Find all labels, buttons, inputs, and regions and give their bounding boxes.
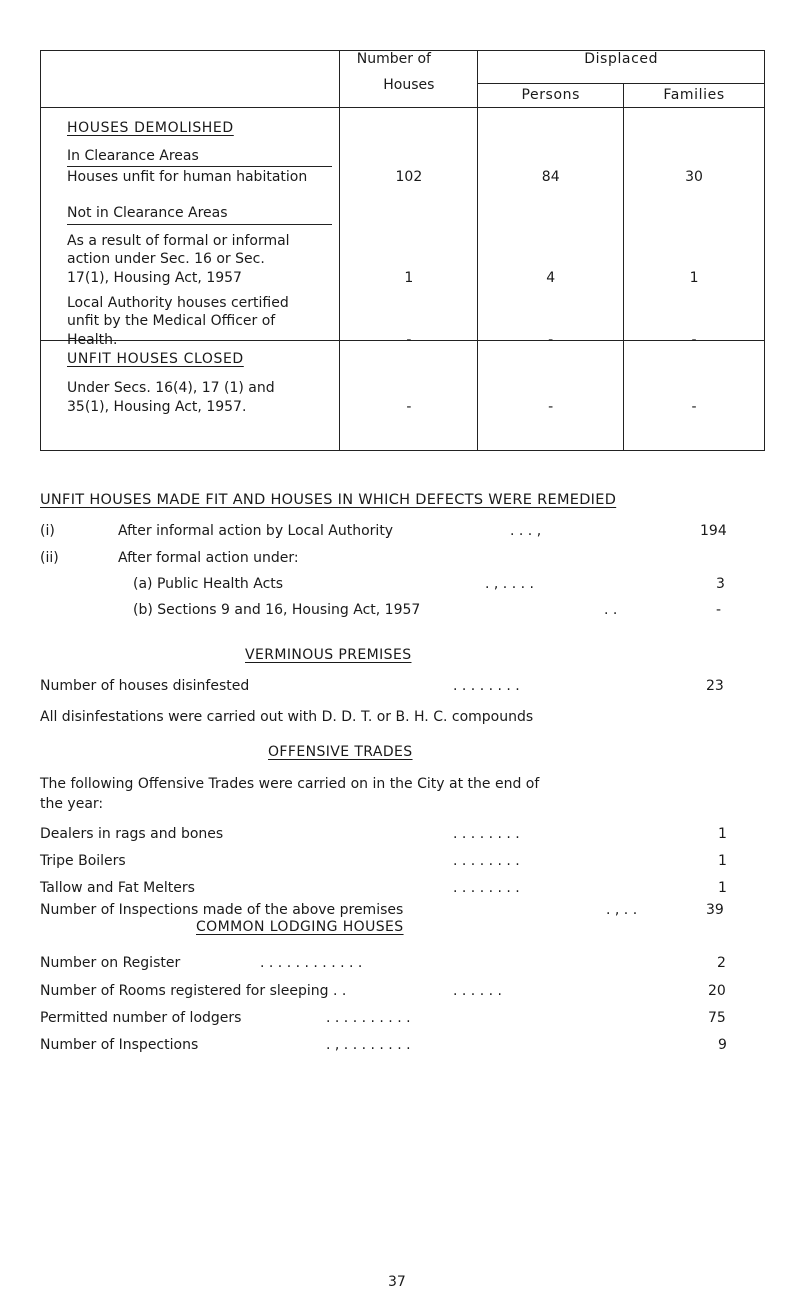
header-houses-line1: Number of [356, 51, 431, 67]
closed-houses-cell [340, 341, 478, 451]
remedied-b-dots: . . [604, 602, 618, 618]
offensive-title: OFFENSIVE TRADES [268, 744, 413, 760]
remedied-a-text: (a) Public Health Acts [133, 576, 284, 592]
header-displaced [478, 51, 765, 84]
header-families [624, 84, 765, 108]
row-la-line3: Health. [67, 332, 118, 348]
remedied-i-text: After informal action by Local Authority [118, 523, 394, 539]
offensive-row-dots: . . . . . . . . [453, 853, 520, 869]
val-la-families: - [691, 332, 697, 348]
offensive-row-dots: . . . . . . . . [453, 880, 520, 896]
offensive-intro-2: the year: [40, 796, 104, 812]
row-formal-line1: As a result of formal or informal [67, 233, 290, 249]
row-closed-line1: Under Secs. 16(4), 17 (1) and [67, 380, 275, 396]
val-unfit-families: 30 [685, 169, 703, 185]
offensive-row-value: 1 [718, 880, 727, 896]
lodging-row-label: Permitted number of lodgers [40, 1010, 242, 1026]
page-number: 37 [388, 1274, 406, 1290]
offensive-row-label: Number of Inspections made of the above premises [40, 902, 404, 918]
remedied-title: UNFIT HOUSES MADE FIT AND HOUSES IN WHICH DEFECTS WERE REMEDIED [40, 492, 617, 508]
table-row-demolished [41, 108, 765, 341]
row-la-line1: Local Authority houses certified [67, 295, 289, 311]
offensive-row-value: 1 [718, 826, 727, 842]
header-persons [478, 84, 624, 108]
remedied-a-dots: . , . . . . [485, 576, 534, 592]
lodging-row-value: 9 [718, 1037, 727, 1053]
lodging-row-dots: . , . . . . . . . . [326, 1037, 411, 1053]
val-formal-persons: 4 [546, 270, 556, 286]
lodging-row-value: 20 [708, 983, 726, 999]
lodging-row-value: 2 [717, 955, 726, 971]
verminous-value: 23 [706, 678, 724, 694]
lodging-row-label: Number of Rooms registered for sleeping . . [40, 983, 347, 999]
subheading-rule-2 [67, 224, 332, 225]
closed-label-cell [41, 341, 340, 451]
offensive-row-value: 39 [706, 902, 724, 918]
remedied-i-label: (i) [40, 523, 55, 539]
offensive-row-label: Tripe Boilers [40, 853, 126, 869]
subheading-not-clearance: Not in Clearance Areas [67, 205, 228, 221]
remedied-ii-text: After formal action under: [118, 550, 299, 566]
row-formal-line2: action under Sec. 16 or Sec. [67, 251, 265, 267]
section-title-closed: UNFIT HOUSES CLOSED [67, 351, 244, 367]
lodging-row-dots: . . . . . . . . . . . . [260, 955, 363, 971]
row-formal-line3: 17(1), Housing Act, 1957 [67, 270, 242, 286]
val-la-persons: - [548, 332, 554, 348]
val-unfit-houses: 102 [395, 169, 423, 185]
val-unfit-persons: 84 [541, 169, 560, 185]
lodging-row-label: Number of Inspections [40, 1037, 199, 1053]
header-houses [340, 51, 478, 108]
remedied-i-dots: . . . , [510, 523, 542, 539]
demolished-label-cell [41, 108, 340, 348]
header-families-label: Families [663, 87, 725, 103]
table-row-closed [41, 341, 765, 451]
val-formal-families: 1 [689, 270, 699, 286]
offensive-row-dots: . . . . . . . . [453, 826, 520, 842]
subheading-clearance: In Clearance Areas [67, 148, 199, 164]
row-closed-line2: 35(1), Housing Act, 1957. [67, 399, 247, 415]
lodging-row-label: Number on Register [40, 955, 181, 971]
remedied-ii-label: (ii) [40, 550, 59, 566]
section-title-demolished: HOUSES DEMOLISHED [67, 120, 234, 136]
verminous-label: Number of houses disinfested [40, 678, 250, 694]
lodging-row-dots: . . . . . . [453, 983, 502, 999]
closed-families-cell [624, 341, 765, 451]
offensive-row-dots: . , . . [606, 902, 638, 918]
verminous-dots: . . . . . . . . [453, 678, 520, 694]
row-unfit-label: Houses unfit for human habitation [67, 169, 308, 185]
val-closed-houses: - [406, 399, 412, 415]
offensive-row-label: Dealers in rags and bones [40, 826, 224, 842]
header-persons-label: Persons [521, 87, 580, 103]
offensive-row-value: 1 [718, 853, 727, 869]
remedied-b-text: (b) Sections 9 and 16, Housing Act, 1957 [133, 602, 421, 618]
verminous-title: VERMINOUS PREMISES [245, 647, 412, 663]
row-la-line2: unfit by the Medical Officer of [67, 313, 276, 329]
offensive-row-label: Tallow and Fat Melters [40, 880, 195, 896]
lodging-title: COMMON LODGING HOUSES [196, 919, 404, 935]
header-displaced-label: Displaced [584, 51, 659, 67]
demolished-families-cell [624, 108, 765, 348]
remedied-a-value: 3 [716, 576, 725, 592]
housing-table [40, 50, 765, 451]
val-la-houses: - [406, 332, 412, 348]
demolished-houses-cell [340, 108, 478, 348]
subheading-rule [67, 166, 332, 167]
lodging-row-dots: . . . . . . . . . . [326, 1010, 411, 1026]
val-formal-houses: 1 [404, 270, 414, 286]
demolished-persons-cell [478, 108, 624, 348]
header-houses-line2: Houses [383, 77, 435, 93]
remedied-i-value: 194 [700, 523, 727, 539]
closed-persons-cell [478, 341, 624, 451]
verminous-note: All disinfestations were carried out with D. D. T. or B. H. C. compounds [40, 709, 534, 725]
offensive-intro-1: The following Offensive Trades were carried on in the City at the end of [40, 776, 540, 792]
table-header-blank [41, 51, 340, 108]
lodging-row-value: 75 [708, 1010, 726, 1026]
val-closed-families: - [691, 399, 697, 415]
val-closed-persons: - [548, 399, 554, 415]
remedied-b-value: - [716, 602, 722, 618]
